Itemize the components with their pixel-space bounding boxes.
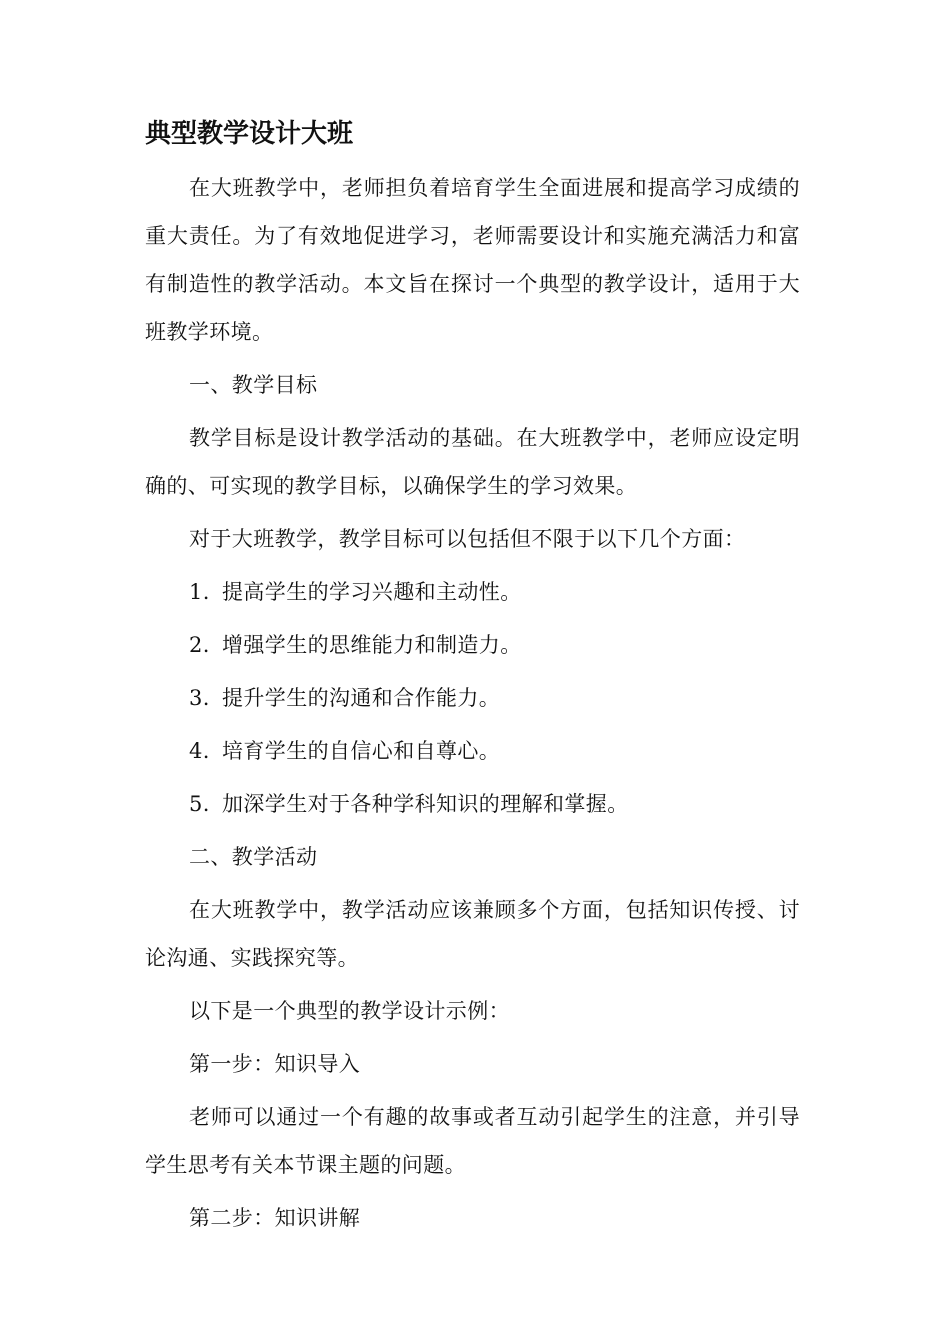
- document-title: 典型教学设计大班: [145, 119, 354, 149]
- goals-intro-paragraph: 对于大班教学，教学目标可以包括但不限于以下几个方面：: [189, 527, 746, 551]
- list-item-number: 3.: [189, 686, 210, 710]
- list-item-number: 1.: [189, 580, 210, 604]
- step-1-paragraph: 老师可以通过一个有趣的故事或者互动引起学生的注意，并引导学生思考有关本节课主题的问题。: [145, 1105, 800, 1177]
- step-heading-1: 第一步：知识导入: [189, 1052, 361, 1076]
- list-item-text: 培育学生的自信心和自尊心。: [222, 739, 501, 763]
- list-item-text: 提高学生的学习兴趣和主动性。: [222, 580, 522, 604]
- intro-paragraph: 在大班教学中，老师担负着培育学生全面进展和提高学习成绩的重大责任。为了有效地促进学习，老师需要设计和实施充满活力和富有制造性的教学活动。本文旨在探讨一个典型的教学设计，适用于大班教学环境。: [145, 176, 800, 344]
- list-item: [145, 568, 800, 616]
- list-item: [145, 621, 800, 669]
- list-item-text: 增强学生的思维能力和制造力。: [222, 633, 522, 657]
- list-item-number: 4.: [189, 739, 210, 763]
- section-heading-activities: 二、教学活动: [189, 845, 318, 869]
- list-item: [145, 727, 800, 775]
- list-item: [145, 780, 800, 828]
- step-heading-2: 第二步：知识讲解: [189, 1206, 361, 1230]
- document-body: [145, 164, 800, 1242]
- goals-list: [145, 568, 800, 828]
- list-item-number: 2.: [189, 633, 210, 657]
- example-intro-paragraph: 以下是一个典型的教学设计示例：: [189, 999, 510, 1023]
- section-heading-goals: 一、教学目标: [189, 373, 318, 397]
- activities-paragraph: 在大班教学中，教学活动应该兼顾多个方面，包括知识传授、讨论沟通、实践探究等。: [145, 898, 800, 970]
- list-item-text: 提升学生的沟通和合作能力。: [222, 686, 501, 710]
- list-item-text: 加深学生对于各种学科知识的理解和掌握。: [222, 792, 629, 816]
- list-item-number: 5.: [189, 792, 210, 816]
- goals-paragraph: 教学目标是设计教学活动的基础。在大班教学中，老师应设定明确的、可实现的教学目标，以确保学生的学习效果。: [145, 426, 800, 498]
- list-item: [145, 674, 800, 722]
